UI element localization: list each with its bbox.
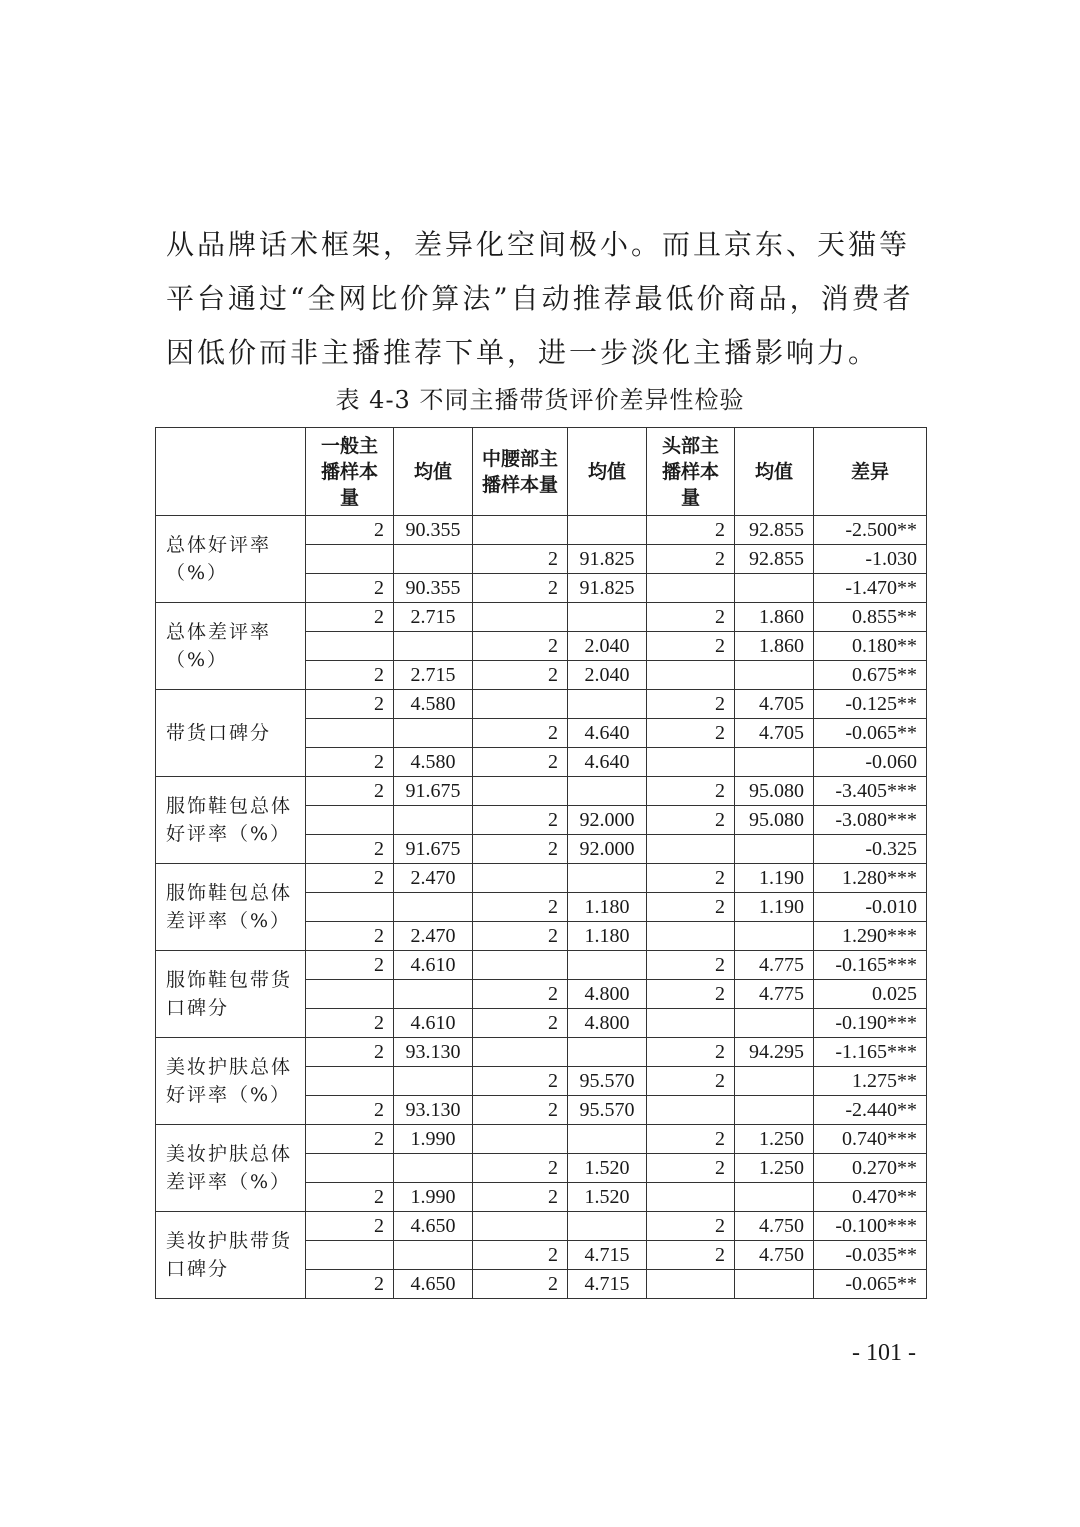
table-cell: 95.080 — [735, 777, 814, 806]
table-cell: 2.040 — [568, 661, 647, 690]
table-cell: 2 — [473, 806, 568, 835]
table-cell: 2 — [306, 516, 394, 545]
table-cell: 1.860 — [735, 632, 814, 661]
table-cell: 2 — [473, 893, 568, 922]
table-cell — [568, 516, 647, 545]
table-cell: 2 — [306, 1125, 394, 1154]
table-cell — [735, 1270, 814, 1299]
table-cell: 2 — [306, 777, 394, 806]
table-cell: 1.190 — [735, 864, 814, 893]
table-cell: 2 — [473, 1183, 568, 1212]
column-header: 头部主播样本量 — [647, 428, 735, 516]
table-cell: 2 — [473, 922, 568, 951]
table-cell — [394, 1154, 473, 1183]
table-cell: 2 — [647, 980, 735, 1009]
table-cell: 1.250 — [735, 1125, 814, 1154]
table-cell: -3.080*** — [814, 806, 927, 835]
table-cell: -1.030 — [814, 545, 927, 574]
table-cell: 2.470 — [394, 864, 473, 893]
table-cell: 4.640 — [568, 748, 647, 777]
table-cell — [394, 980, 473, 1009]
table-cell: 2 — [306, 1212, 394, 1241]
table-cell — [394, 719, 473, 748]
table-cell — [473, 516, 568, 545]
table-cell: 2 — [647, 516, 735, 545]
table-cell: 2 — [647, 603, 735, 632]
row-group-label: 美妆护肤总体差评率（%） — [156, 1125, 306, 1212]
table-cell — [473, 1125, 568, 1154]
table-cell: 4.750 — [735, 1241, 814, 1270]
table-cell: 4.750 — [735, 1212, 814, 1241]
table-cell: 2.715 — [394, 603, 473, 632]
table-cell: -0.065** — [814, 1270, 927, 1299]
page-number: - 101 - — [852, 1340, 916, 1366]
table-cell — [647, 1009, 735, 1038]
table-cell: -0.065** — [814, 719, 927, 748]
table-cell — [647, 835, 735, 864]
table-cell — [647, 1183, 735, 1212]
table-cell: 92.855 — [735, 516, 814, 545]
table-cell: 2 — [306, 690, 394, 719]
table-cell — [306, 1241, 394, 1270]
table-row — [156, 1125, 927, 1154]
table-cell — [306, 1154, 394, 1183]
table-cell: 2 — [306, 1183, 394, 1212]
table-cell — [473, 1212, 568, 1241]
table-cell: 4.775 — [735, 980, 814, 1009]
table-cell: 1.860 — [735, 603, 814, 632]
table-cell — [568, 1212, 647, 1241]
table-cell: 2 — [306, 922, 394, 951]
table-cell: 2 — [647, 1067, 735, 1096]
table-cell: -0.035** — [814, 1241, 927, 1270]
table-cell: 1.180 — [568, 893, 647, 922]
table-cell: 2 — [473, 1067, 568, 1096]
row-group-label: 服饰鞋包带货口碑分 — [156, 951, 306, 1038]
table-row — [156, 516, 927, 545]
header-row — [156, 428, 927, 516]
table-cell — [306, 719, 394, 748]
table-cell — [568, 690, 647, 719]
row-group-label: 美妆护肤总体好评率（%） — [156, 1038, 306, 1125]
table-cell — [394, 1067, 473, 1096]
row-group-label: 美妆护肤带货口碑分 — [156, 1212, 306, 1299]
table-cell: 2 — [473, 1096, 568, 1125]
table-cell: 0.470** — [814, 1183, 927, 1212]
table-cell: 2 — [473, 545, 568, 574]
table-cell — [473, 951, 568, 980]
table-cell: 1.280*** — [814, 864, 927, 893]
table-cell: -0.325 — [814, 835, 927, 864]
row-group-label: 服饰鞋包总体好评率（%） — [156, 777, 306, 864]
table-cell: 2 — [473, 661, 568, 690]
table-cell: 2 — [647, 1038, 735, 1067]
body-paragraph: 从品牌话术框架，差异化空间极小。而且京东、天猫等平台通过“全网比价算法”自动推荐最低价商品，消费者因低价而非主播推荐下单，进一步淡化主播影响力。 — [166, 228, 914, 369]
table-cell: -0.190*** — [814, 1009, 927, 1038]
table-cell: 90.355 — [394, 516, 473, 545]
table-cell — [306, 1067, 394, 1096]
table-cell: 2 — [647, 1212, 735, 1241]
table-cell: 2 — [306, 1009, 394, 1038]
table-cell: 2 — [473, 1270, 568, 1299]
table-cell — [394, 632, 473, 661]
row-group-label: 带货口碑分 — [156, 690, 306, 777]
table-cell: 0.740*** — [814, 1125, 927, 1154]
row-group-label: 总体好评率（%） — [156, 516, 306, 603]
table-row — [156, 690, 927, 719]
table-cell — [735, 574, 814, 603]
table-cell: 2 — [306, 1038, 394, 1067]
table-header — [156, 428, 927, 516]
table-cell: 2 — [647, 777, 735, 806]
table-cell — [306, 632, 394, 661]
table-cell — [394, 893, 473, 922]
table-cell: 91.825 — [568, 574, 647, 603]
table-cell: -1.470** — [814, 574, 927, 603]
table-cell: 2 — [647, 632, 735, 661]
table-cell — [735, 748, 814, 777]
table-cell: 4.610 — [394, 951, 473, 980]
table-cell: 2 — [306, 603, 394, 632]
table-cell: 2 — [473, 632, 568, 661]
column-header: 差异 — [814, 428, 927, 516]
table-cell: 2 — [306, 1096, 394, 1125]
table-cell: 2 — [473, 1154, 568, 1183]
table-cell — [735, 661, 814, 690]
table-row — [156, 1212, 927, 1241]
table-cell: 2 — [647, 951, 735, 980]
table-cell — [394, 545, 473, 574]
table-cell — [568, 864, 647, 893]
table-cell: 1.990 — [394, 1183, 473, 1212]
table-cell — [735, 922, 814, 951]
table-cell: 95.080 — [735, 806, 814, 835]
table-cell — [568, 951, 647, 980]
table-cell: 2 — [473, 574, 568, 603]
table-cell: 4.610 — [394, 1009, 473, 1038]
table-cell — [647, 574, 735, 603]
table-cell: 0.855** — [814, 603, 927, 632]
table-cell: 2 — [647, 545, 735, 574]
table-cell — [647, 748, 735, 777]
table-cell: 2 — [473, 1009, 568, 1038]
row-group-label: 总体差评率（%） — [156, 603, 306, 690]
table-cell: 4.715 — [568, 1270, 647, 1299]
table-cell: 93.130 — [394, 1038, 473, 1067]
table-cell: 2 — [647, 1241, 735, 1270]
table-cell: 90.355 — [394, 574, 473, 603]
table-cell: 95.570 — [568, 1067, 647, 1096]
comparison-table — [155, 427, 927, 1299]
table-cell: 1.520 — [568, 1183, 647, 1212]
row-group-label: 服饰鞋包总体差评率（%） — [156, 864, 306, 951]
table-cell — [735, 835, 814, 864]
table-cell: 0.270** — [814, 1154, 927, 1183]
table-cell — [568, 603, 647, 632]
table-cell: 2 — [306, 864, 394, 893]
table-cell: 0.025 — [814, 980, 927, 1009]
table-cell: 2.040 — [568, 632, 647, 661]
table-cell: 2 — [647, 806, 735, 835]
table-row — [156, 864, 927, 893]
table-cell: 1.275** — [814, 1067, 927, 1096]
table-cell: 4.715 — [568, 1241, 647, 1270]
column-header: 均值 — [394, 428, 473, 516]
table-cell — [473, 603, 568, 632]
table-cell: 1.190 — [735, 893, 814, 922]
table-cell: 91.825 — [568, 545, 647, 574]
table-cell: 2 — [306, 661, 394, 690]
table-cell: 2 — [473, 719, 568, 748]
table-cell: 4.650 — [394, 1212, 473, 1241]
table-cell: 1.180 — [568, 922, 647, 951]
table-row — [156, 951, 927, 980]
table-cell — [394, 806, 473, 835]
table-cell: 91.675 — [394, 777, 473, 806]
table-cell: 2 — [473, 835, 568, 864]
table-cell — [473, 690, 568, 719]
table-cell: -0.060 — [814, 748, 927, 777]
table-cell: 2 — [647, 690, 735, 719]
table-cell: 2 — [647, 1125, 735, 1154]
table-row — [156, 603, 927, 632]
column-header: 均值 — [735, 428, 814, 516]
table-cell: 2 — [306, 748, 394, 777]
table-cell: -0.100*** — [814, 1212, 927, 1241]
table-cell: 0.675** — [814, 661, 927, 690]
table-cell: 4.800 — [568, 1009, 647, 1038]
table-cell: 2.715 — [394, 661, 473, 690]
table-cell: 2 — [473, 1241, 568, 1270]
table-cell — [473, 1038, 568, 1067]
table-cell — [306, 893, 394, 922]
table-cell — [647, 1096, 735, 1125]
table-cell: 95.570 — [568, 1096, 647, 1125]
table-cell: 2 — [647, 893, 735, 922]
table-cell — [473, 864, 568, 893]
table-cell — [306, 980, 394, 1009]
table-cell: 2 — [306, 574, 394, 603]
table-cell — [306, 545, 394, 574]
table-cell: 4.800 — [568, 980, 647, 1009]
table-cell: 92.855 — [735, 545, 814, 574]
table-cell: 4.650 — [394, 1270, 473, 1299]
table-cell: 2 — [306, 1270, 394, 1299]
column-header: 均值 — [568, 428, 647, 516]
table-cell — [568, 1125, 647, 1154]
table-cell: 93.130 — [394, 1096, 473, 1125]
table-cell — [735, 1067, 814, 1096]
table-cell: 2 — [647, 1154, 735, 1183]
table-cell: 91.675 — [394, 835, 473, 864]
column-header: 中腰部主播样本量 — [473, 428, 568, 516]
table-cell: 2.470 — [394, 922, 473, 951]
table-cell — [647, 922, 735, 951]
table-body — [156, 516, 927, 1299]
table-cell: 4.580 — [394, 690, 473, 719]
table-cell: 92.000 — [568, 835, 647, 864]
column-header: 一般主播样本量 — [306, 428, 394, 516]
table-cell — [735, 1183, 814, 1212]
table-caption: 表 4-3 不同主播带货评价差异性检验 — [335, 386, 745, 414]
table-cell: 2 — [306, 835, 394, 864]
table-cell: 4.640 — [568, 719, 647, 748]
table-row — [156, 1038, 927, 1067]
table-cell: -0.125** — [814, 690, 927, 719]
table-cell: -3.405*** — [814, 777, 927, 806]
table-cell: 2 — [647, 864, 735, 893]
column-header — [156, 428, 306, 516]
table-cell: 2 — [306, 951, 394, 980]
table-cell: 4.580 — [394, 748, 473, 777]
table-cell: 1.250 — [735, 1154, 814, 1183]
table-cell — [735, 1009, 814, 1038]
table-cell: 4.705 — [735, 690, 814, 719]
table-cell: 2 — [647, 719, 735, 748]
table-cell — [568, 777, 647, 806]
table-cell — [647, 1270, 735, 1299]
table-cell: 94.295 — [735, 1038, 814, 1067]
table-cell: 1.990 — [394, 1125, 473, 1154]
table-cell: -0.165*** — [814, 951, 927, 980]
table-cell — [735, 1096, 814, 1125]
table-cell: 4.705 — [735, 719, 814, 748]
table-row — [156, 777, 927, 806]
table-cell: 92.000 — [568, 806, 647, 835]
table-cell: -2.500** — [814, 516, 927, 545]
table-cell: 1.290*** — [814, 922, 927, 951]
table-cell: 2 — [473, 980, 568, 1009]
table-cell: -0.010 — [814, 893, 927, 922]
table-cell — [473, 777, 568, 806]
table-cell — [306, 806, 394, 835]
table-cell: -2.440** — [814, 1096, 927, 1125]
table-cell — [568, 1038, 647, 1067]
table-cell — [394, 1241, 473, 1270]
table-cell: 1.520 — [568, 1154, 647, 1183]
table-cell: 4.775 — [735, 951, 814, 980]
table-cell: 0.180** — [814, 632, 927, 661]
table-cell: 2 — [473, 748, 568, 777]
table-cell — [647, 661, 735, 690]
table-cell: -1.165*** — [814, 1038, 927, 1067]
